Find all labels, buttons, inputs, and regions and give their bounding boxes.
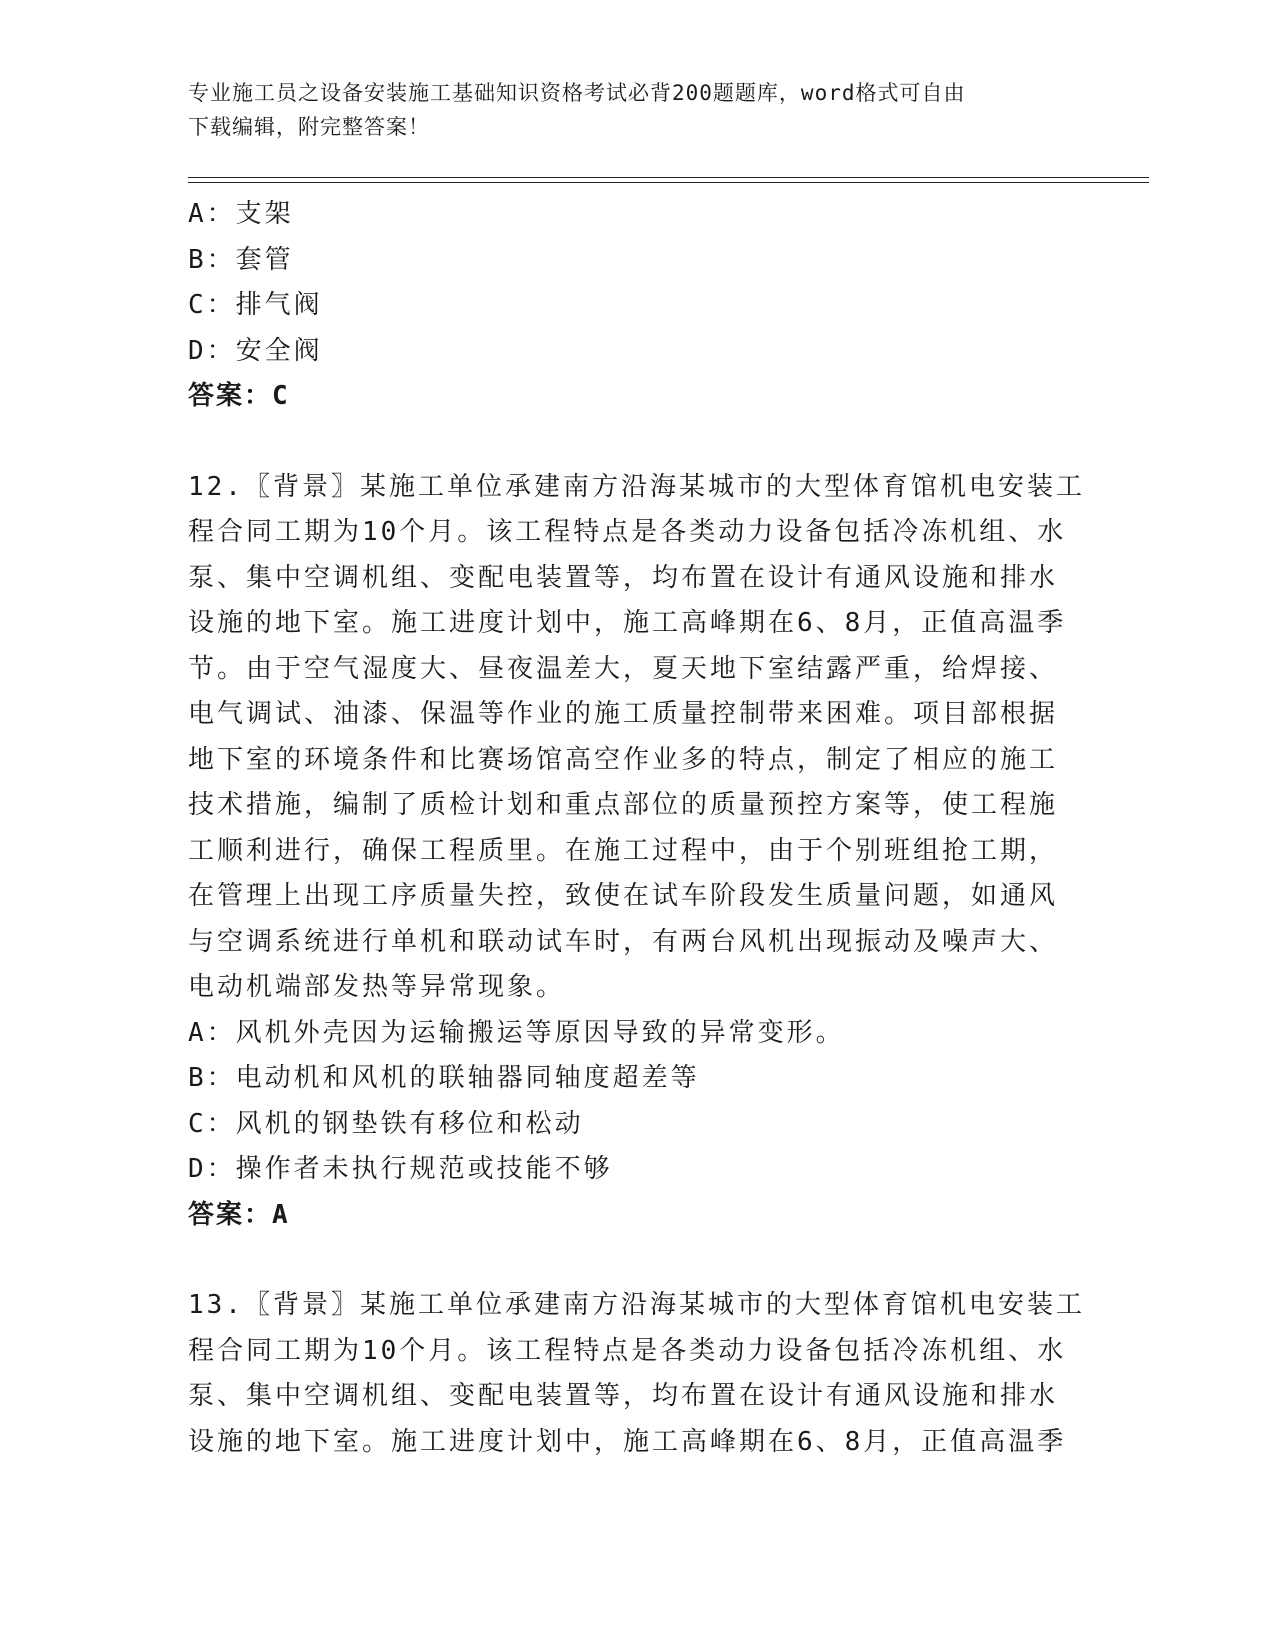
header-line: 专业施工员之设备安装施工基础知识资格考试必背200题题库，word格式可自由 bbox=[188, 81, 966, 105]
question-13-text bbox=[188, 1283, 1088, 1465]
question-line: 在管理上出现工序质量失控，致使在试车阶段发生质量问题，如通风 bbox=[188, 881, 1059, 911]
question-11-options bbox=[188, 192, 1088, 374]
question-line: 地下室的环境条件和比赛场馆高空作业多的特点，制定了相应的施工 bbox=[188, 744, 1059, 775]
document-body bbox=[188, 192, 1088, 1465]
question-line: 13.〖背景〗某施工单位承建南方沿海某城市的大型体育馆机电安装工 bbox=[188, 1290, 1085, 1320]
option-b: B：套管 bbox=[188, 244, 294, 275]
document-header bbox=[188, 76, 1068, 144]
question-line: 电气调试、油漆、保温等作业的施工质量控制带来困难。项目部根据 bbox=[188, 699, 1059, 729]
question-line: 泵、集中空调机组、变配电装置等，均布置在设计有通风设施和排水 bbox=[188, 562, 1059, 593]
question-11-answer: 答案：C bbox=[188, 381, 290, 411]
question-line: 设施的地下室。施工进度计划中，施工高峰期在6、8月，正值高温季 bbox=[188, 608, 1067, 638]
question-12-options bbox=[188, 1011, 1088, 1193]
question-line: 工顺利进行，确保工程质里。在施工过程中，由于个别班组抢工期， bbox=[188, 835, 1059, 866]
question-12-text bbox=[188, 465, 1088, 1011]
option-a: A：支架 bbox=[188, 199, 294, 229]
question-line: 与空调系统进行单机和联动试车时，有两台风机出现振动及噪声大、 bbox=[188, 926, 1059, 957]
question-line: 设施的地下室。施工进度计划中，施工高峰期在6、8月，正值高温季 bbox=[188, 1426, 1067, 1457]
option-a: A：风机外壳因为运输搬运等原因导致的异常变形。 bbox=[188, 1017, 845, 1048]
question-line: 技术措施，编制了质检计划和重点部位的质量预控方案等，使工程施 bbox=[188, 790, 1059, 820]
spacer bbox=[188, 1238, 1088, 1283]
question-line: 电动机端部发热等异常现象。 bbox=[188, 972, 566, 1002]
spacer bbox=[188, 420, 1088, 465]
header-divider bbox=[188, 182, 1149, 183]
question-line: 程合同工期为10个月。该工程特点是各类动力设备包括冷冻机组、水 bbox=[188, 1335, 1067, 1366]
option-d: D：操作者未执行规范或技能不够 bbox=[188, 1154, 613, 1184]
question-12-answer: 答案：A bbox=[188, 1199, 290, 1230]
header-line: 下载编辑，附完整答案！ bbox=[188, 115, 430, 139]
option-b: B：电动机和风机的联轴器同轴度超差等 bbox=[188, 1063, 700, 1093]
question-line: 泵、集中空调机组、变配电装置等，均布置在设计有通风设施和排水 bbox=[188, 1381, 1059, 1411]
question-line: 程合同工期为10个月。该工程特点是各类动力设备包括冷冻机组、水 bbox=[188, 517, 1067, 547]
question-line: 12.〖背景〗某施工单位承建南方沿海某城市的大型体育馆机电安装工 bbox=[188, 471, 1085, 502]
question-line: 节。由于空气湿度大、昼夜温差大，夏天地下室结露严重，给焊接、 bbox=[188, 653, 1059, 684]
header-divider bbox=[188, 177, 1149, 178]
option-c: C：风机的钢垫铁有移位和松动 bbox=[188, 1108, 584, 1139]
option-d: D：安全阀 bbox=[188, 335, 323, 366]
option-c: C：排气阀 bbox=[188, 290, 323, 320]
